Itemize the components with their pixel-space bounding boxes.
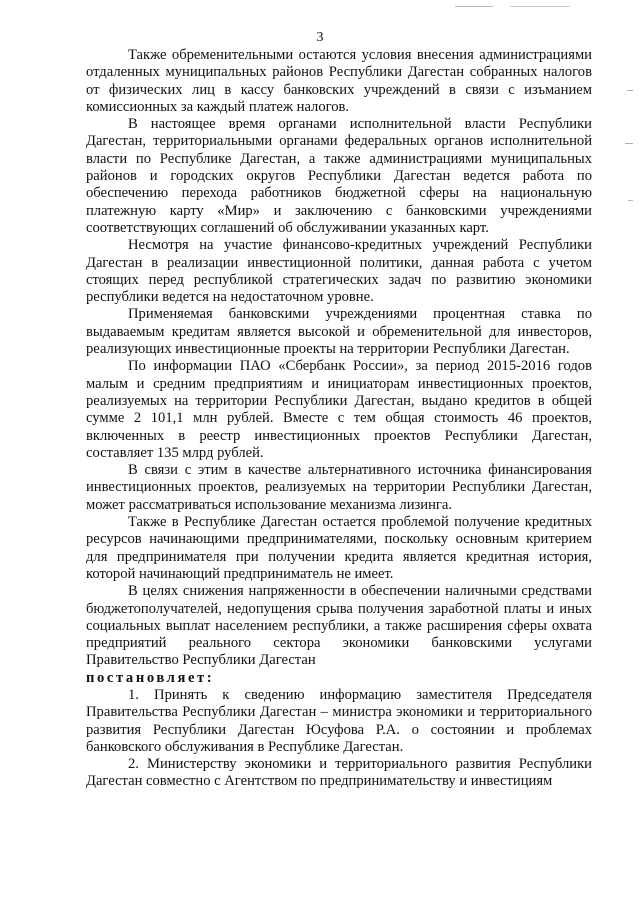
scan-mark — [627, 90, 633, 91]
paragraph: В целях снижения напряженности в обеспечении наличными средствами бюджетополучателей, недопущения срыва получения заработной платы и иных социальных выплат населением республики, а также расширения сферы охвата предприятий реального сектора экономики банковскими услугами Правительство Республики Дагестан — [86, 583, 592, 669]
resolution-item: 1. Принять к сведению информацию заместителя Председателя Правительства Республики Дагестан – министра экономики и территориального развития Республики Дагестан Юсуфова Р.А. о состоянии и проблемах банковского обслуживания в Республике Дагестан. — [86, 686, 592, 755]
scan-mark — [455, 6, 493, 7]
paragraph: Также обременительными остаются условия внесения администрациями отдаленных муниципальных районов Республики Дагестан собранных налогов от физических лиц в кассу банковских учреждений в связи с изъманием комиссионных за каждый платеж налогов. — [86, 47, 592, 115]
paragraph: В связи с этим в качестве альтернативного источника финансирования инвестиционных проектов, реализуемых на территории Республики Дагестан, может рассматриваться использование механизма лизинга. — [86, 462, 592, 513]
document-body — [86, 47, 592, 791]
paragraph: Несмотря на участие финансово-кредитных учреждений Республики Дагестан в реализации инвестиционной политики, данная работа с учетом стоящих перед республикой стратегических задач по развитию экономики республики ведется на недостаточном уровне. — [86, 237, 592, 306]
scan-mark — [625, 143, 633, 144]
scan-mark — [510, 6, 570, 7]
scan-mark — [628, 200, 633, 201]
paragraph: Также в Республике Дагестан остается проблемой получение кредитных ресурсов начинающими предпринимателями, поскольку основным критерием для предпринимателя при получении кредита является кредитная история, которой начинающий предприниматель не имеет. — [86, 514, 592, 582]
decree-word: постановляет: — [86, 669, 215, 686]
page-number: 3 — [316, 30, 324, 45]
paragraph: Применяемая банковскими учреждениями процентная ставка по выдаваемым кредитам является высокой и обременительной для инвесторов, реализующих инвестиционные проекты на территории Республики Дагестан. — [86, 306, 592, 358]
paragraph: По информации ПАО «Сбербанк России», за период 2015-2016 годов малым и средним предприятиям и инициаторам инвестиционных проектов, реализуемых на территории Республики Дагестан, выдано кредитов в общей сумме 2 101,1 млн рублей. Вместе с тем общая стоимость 46 проектов, включенных в реестр инвестиционных проектов Республики Дагестан, составляет 135 млрд рублей. — [86, 358, 592, 461]
resolution-item: 2. Министерству экономики и территориального развития Республики Дагестан совместно с Агентством по предпринимательству и инвестициям — [86, 756, 592, 790]
paragraph: В настоящее время органами исполнительной власти Республики Дагестан, территориальными органами федеральных органов исполнительной власти по Республике Дагестан, а также администрациями муниципальных районов и городских округов Республики Дагестан ведется работа по обеспечению перехода работников бюджетной сферы на национальную платежную карту «Мир» и заключению с банковскими учреждениями соответствующих соглашений об обслуживании указанных карт. — [86, 116, 592, 236]
